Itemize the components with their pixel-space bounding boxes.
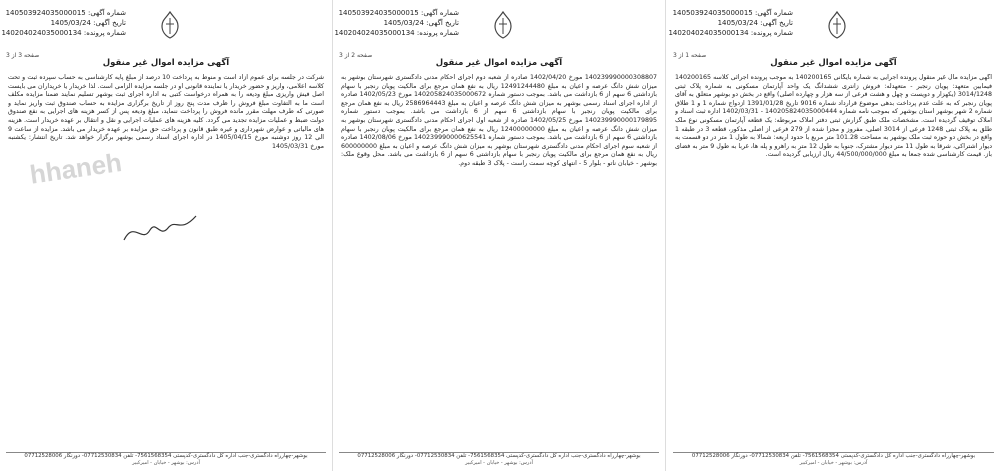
page-footer (6, 452, 326, 467)
footer-address: بوشهر-چهارراه دادگستری-جنب اداره کل دادگستری-کدپستی 7561568354- تلفن 07712530834- دورنگار 07712528006 (357, 453, 641, 459)
footer-address: بوشهر-چهارراه دادگستری-جنب اداره کل دادگستری-کدپستی 7561568354- تلفن 07712530834- دورنگار 07712528006 (24, 453, 308, 459)
document-title: آگهی مزایده اموال غیر منقول (770, 58, 897, 68)
ad-number: شماره آگهی: 140503924035000015 (672, 9, 793, 17)
header-fields (1, 8, 126, 38)
ad-number: شماره آگهی: 140503924035000015 (5, 9, 126, 17)
ad-number: شماره آگهی: 140503924035000015 (338, 9, 459, 17)
ad-date: تاریخ آگهی: 1405/03/24 (50, 19, 126, 27)
page-footer (673, 452, 994, 467)
signature-icon (120, 210, 200, 250)
page-footer (339, 452, 659, 467)
document-title: آگهی مزایده اموال غیر منقول (102, 58, 230, 68)
case-number: شماره پرونده: 140204024035000134 (334, 29, 459, 37)
document-title: آگهی مزایده اموال غیر منقول (435, 58, 563, 68)
page-number: صفحه 3 از 3 (6, 52, 40, 59)
emblem-icon (156, 10, 184, 40)
footer-sub: آدرس: بوشهر - خیابان - امیرکبیر (799, 460, 868, 466)
footer-address: بوشهر-چهارراه دادگستری-جنب اداره کل دادگستری-کدپستی 7561568354- تلفن 07712530834- دورنگار 07712528006 (691, 453, 976, 459)
footer-sub: آدرس: بوشهر - خیابان - امیرکبیر (465, 460, 533, 466)
document-page-1 (667, 0, 1000, 471)
watermark: hhaneh (27, 147, 124, 190)
case-number: شماره پرونده: 140204024035000134 (1, 29, 126, 37)
page-header (334, 4, 659, 66)
document-page-2 (333, 0, 666, 471)
page-header (1, 4, 326, 66)
document-page-3 (0, 0, 333, 471)
document-body: شرکت در جلسه برای عموم آزاد است و منوط به پرداخت 10 درصد از مبلغ پایه کارشناسی به حساب سپرده ثبت و تحت کلاسه اعلامی، واریز و حضور خریدار یا نماینده قانونی او در جلسه مزایده الزامی است. لذا خریدار یا خریداران می بایست اصل فیش واریزی مبلغ ودیعه را به همراه درخواست کتبی به اداره اجرای ثبت بوشهر تسلیم نمایند ضمنا مزایده مکلف است ما به التفاوت مبلغ فروش را ظرف مدت پنج روز از تاریخ برگزاری مزایده به حساب صندوق ثبت واریز نماید و صورتی که طرف مهلت مقرر مانده فروش را پرداخت ننماید، مبلغ ودیعه پس از کسر هزینه های اجرایی به نفع صندوق دولت ضبط و عملیات مزایده تجدید می گردد. کلیه هزینه های عملیات اجرایی و نقل و انتقال بر عهده خریدار است. هزینه های مالیاتی و عوارض شهرداری و غیره طبق قانون و پرداخت حق مزایده بر عهده خریدار می باشد. مزایده از ساعت 9 الی 12 روز دوشنبه مورخ 1405/04/15 در اداره اجرای اسناد رسمی بوشهر برگزار خواهد شد. تاریخ انتشار: یکشنبه مورخ 1405/03/31 (8, 74, 324, 150)
footer-sub: آدرس: بوشهر - خیابان - امیرکبیر (132, 460, 200, 466)
emblem-icon (823, 10, 851, 40)
document-body: 140239990000308807 مورخ 1402/04/20 صادره از شعبه دوم اجرای احکام مدنی دادگستری شهرستان بوشهر به میزان شش دانگ عرصه و اعیان به مبلغ 12491244480 ریال به نفع همان مرجع برای مالکیت پویان رنجبر با سهام بازداشتی 6 سهم از 6 بازداشت می باشد. بموجب دستور شماره 140205824035000672 مورخ 1402/05/23 صادره از اداره اجرای اسناد رسمی بوشهر به میزان شش دانگ عرصه و اعیان به مبلغ 2586964443 ریال به نفع همان مرجع برای مالکیت پویان رنجبر با سهام بازداشتی 6 سهم از 6 بازداشت می باشد. بموجب دستور شماره 140239990000179895 مورخ 1402/05/25 صادره از شعبه اول اجرای احکام مدنی دادگستری شهرستان بوشهر به میزان شش دانگ عرصه و اعیان به مبلغ 12400000000 ریال به نفع همان مرجع برای مالکیت پویان رنجبر با سهام بازداشتی 6 سهم از 6 بازداشت می باشد. بموجب دستور شماره 140239990000625541 مورخ 1402/08/06 صادره از شعبه سوم اجرای احکام مدنی دادگستری شهرستان بوشهر به میزان شش دانگ عرصه و اعیان به مبلغ 600000000 ریال به نفع همان مرجع برای مالکیت پویان رنجبر با سهام بازداشتی 6 سهم از 6 بازداشت می باشد. محل وقوع ملک: بوشهر - خیابان ناتو - بلوار 5 - انتهای کوچه سمت راست - پلاک 3 طبقه دوم. (341, 74, 657, 167)
case-number: شماره پرونده: 140204024035000134 (668, 29, 793, 37)
document-body: آگهی مزایده مال غیر منقول پرونده اجرایی به شماره بایگانی 140200165 به موجب پرونده اجرائی کلاسه 140200165 فیمابین متعهد: پویان رنجبر - متعهدله: فروش زانتری ششدانگ یک واحد آپارتمان مسکونی به شماره پلاک ثبتی 3014/1248 (یکهزار و دویست و چهل و هشت فرعی از سه هزار و چهارده اصلی) واقع در بخش دو بوشهر متعلق به آقای پویان رنجبر که به علت عدم پرداخت بدهی موضوع قرارداد شماره 9016 تاریخ 1391/01/28 ازدواج شماره 1 و 1 طلاق شماره 2 شهر بوشهر استان بوشهر که بموجب نامه شماره 140205824035000444 - 1402/03/31 اداره ثبت اسناد و املاک توقیف گردیده است. مشخصات ملک طبق گزارش ثبتی دفتر املاک مربوطه: یک قطعه آپارتمان مسکونی نوع ملک طلق به پلاک ثبتی 1248 فرعی از 3014 اصلی، مفروز و مجزا شده از 279 فرعی از اصلی مذکور، قطعه 3 در طبقه 1 واقع در بخش دو حوزه ثبت ملک بوشهر به مساحت 101.28 متر مربع با حدود اربعه: شمالا به طول 1 متر در دو قسمت به دیوار اشتراکی، شرقا به طول 11 متر دیوار مشترک، جنوبا به طول 12 متر به راهرو و پله ها، غربا به طول 9 متر به فضای باز. قیمت کارشناسی شده جمعا به مبلغ 44/500/000/000 ریال ارزیابی گردیده است. (675, 74, 992, 159)
ad-date: تاریخ آگهی: 1405/03/24 (383, 19, 459, 27)
emblem-icon (489, 10, 517, 40)
page-header (668, 4, 994, 66)
page-number: صفحه 2 از 3 (339, 52, 373, 59)
page-number: صفحه 1 از 3 (673, 52, 707, 59)
header-fields (668, 8, 793, 38)
ad-date: تاریخ آگهی: 1405/03/24 (717, 19, 793, 27)
header-fields (334, 8, 459, 38)
